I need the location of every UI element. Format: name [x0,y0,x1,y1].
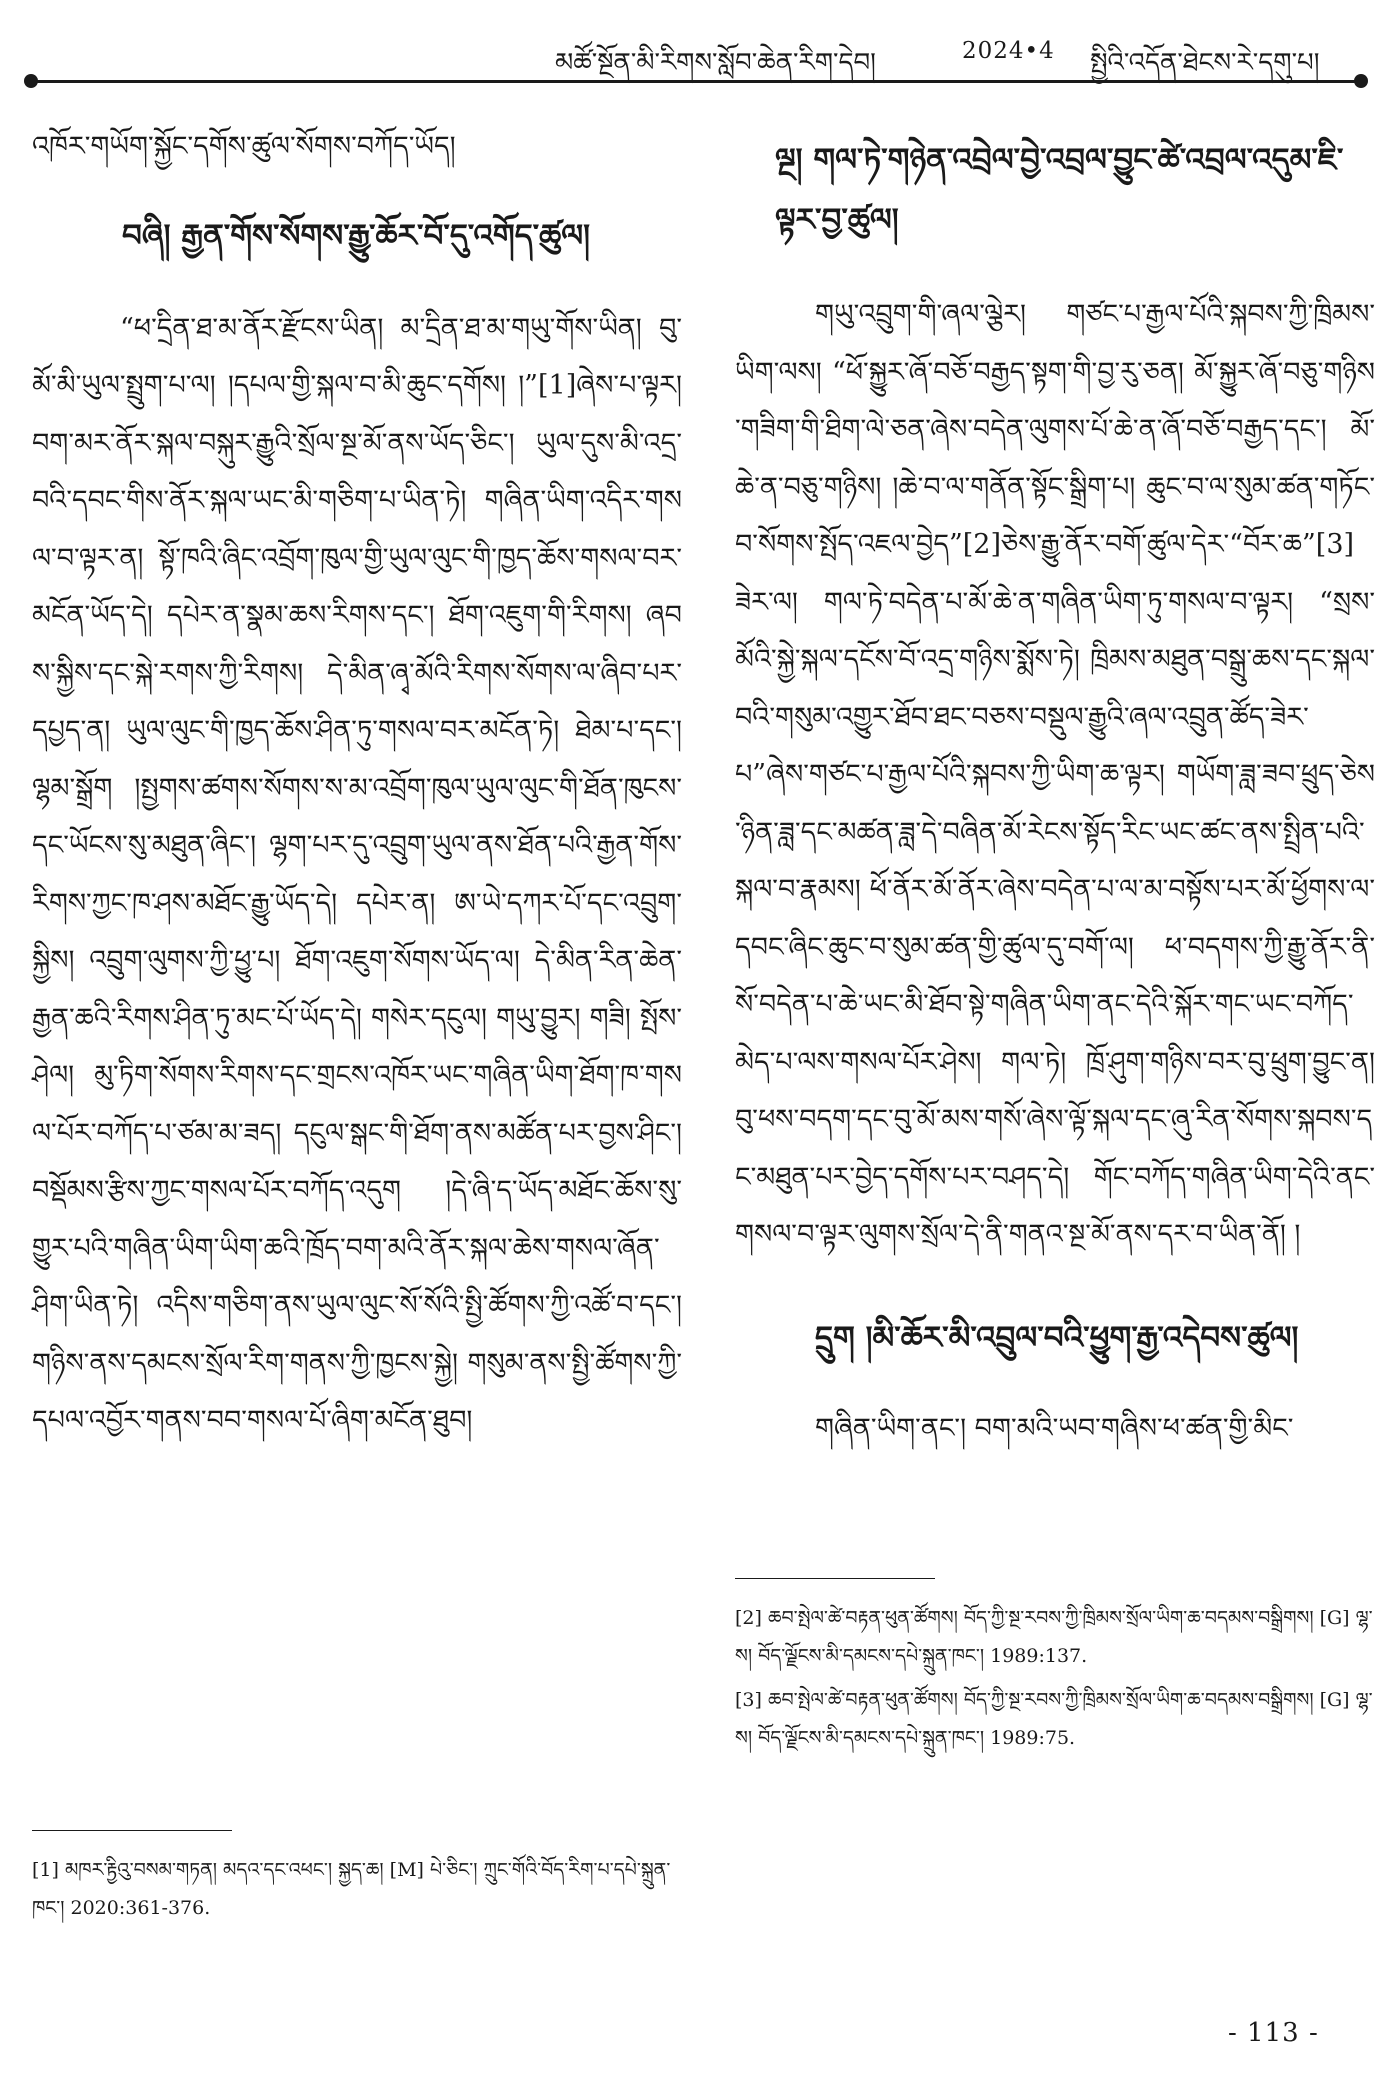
footnote-rule [32,1830,232,1831]
footnote-1: [1] མཁར་རྟྱིའུ་བསམ་གཏན། མདའ་དང་འཕང་། སྐྱད་ཆ། [M] པེ་ཅིང་། ཀྲུང་གོའི་བོད་རིག་པ་དཔེ་སྐྲུན་ཁང་། 2020:361-376. [32,1859,671,1919]
footnote-rule [735,1578,935,1579]
section-heading-6: དྲུག །མི་ཆོར་མི་འབྲུལ་བའི་ཕྱུག་རྒྱ་འདེབས་ཚུལ། [815,1319,1299,1356]
right-column [735,118,1375,1457]
right-paragraph-2: གཞིན་ཡིག་ནང་། བག་མའི་ཡབ་གཞིས་ཕ་ཚན་གྱི་མིང་ [815,1412,1294,1444]
footnote-2: [2] ཆབ་སྤེལ་ཚེ་བརྟན་ཕུན་ཚོགས། བོད་ཀྱི་སྔ་རབས་ཀྱི་ཁྲིམས་སྲོལ་ཡིག་ཆ་བདམས་བསྒྲིགས། [G] ལྷ་ས། བོད་ལྗོངས་མི་དམངས་དཔེ་སྐྲུན་ཁང་། 1989:137. [735,1607,1373,1667]
header-rule [30,80,1360,83]
footnote-3: [3] ཆབ་སྤེལ་ཚེ་བརྟན་ཕུན་ཚོགས། བོད་ཀྱི་སྔ་རབས་ཀྱི་ཁྲིམས་སྲོལ་ཡིག་ཆ་བདམས་བསྒྲིགས། [G] ལྷ་ས། བོད་ལྗོངས་མི་དམངས་དཔེ་སྐྲུན་ཁང་། 1989:75. [735,1689,1373,1749]
running-header [30,28,1368,84]
section-title: སྤྱིའི་འདོན་ཐེངས་རེ་དགུ་པ། [1090,48,1320,78]
right-footnotes [735,1578,1375,1763]
section-heading-4: བཞི། རྒྱན་གོས་སོགས་རྒྱུ་ཆོར་བོ་དུ་འགོད་ཚུལ། [122,217,591,254]
header-rule-left-dot [24,74,38,88]
section-heading-5: ལྔ། གལ་ཏེ་གཉེན་འབྲེལ་བྱེ་འབྲལ་བྱུང་ཚེ་འབྲལ་འདུམ་ཇི་ལྟར་བྱ་ཚུལ། [775,142,1344,238]
page-number: - 113 - [1228,2018,1319,2048]
left-footnotes [32,1830,682,1933]
left-lead-line: འཁོར་གཡོག་སྐྱོང་དགོས་ཚུལ་སོགས་བཀོད་ཡོད། [32,131,456,162]
left-paragraph: “ཕ་དྲིན་ཐ་མ་ནོར་རྫོངས་ཡིན། མ་དྲིན་ཐ་མ་གཡུ་གོས་ཡིན། བུ་མོ་མི་ཡུལ་སྤྲུག་པ་ལ། །དཔལ་གྱི་སྐལ་བ་མི་ཆུང་དགོས། །”[1]ཞེས་པ་ལྟར། བག་མར་ནོར་སྐལ་བསྐུར་རྒྱུའི་སྲོལ་སྔ་མོ་ནས་ཡོད་ཅིང་། ཡུལ་དུས་མི་འདྲ་བའི་དབང་གིས་ནོར་སྐལ་ཡང་མི་གཅིག་པ་ཡིན་ཏེ། གཞིན་ཡིག་འདིར་གསལ་བ་ལྟར་ན། སྟོ་ཁའི་ཞིང་འབྲོག་ཁུལ་གྱི་ཡུལ་ལུང་གི་ཁྱད་ཆོས་གསལ་བར་མངོན་ཡོད་དེ། དཔེར་ན་སྣམ་ཆས་རིགས་དང་། ཐོག་འཇུག་གི་རིགས། ཞབས་སྐྱིས་དང་སྐེ་རགས་ཀྱི་རིགས། དེ་མིན་ཞྭ་མོའི་རིགས་སོགས་ལ་ཞིབ་པར་དཔྱད་ན། ཡུལ་ལུང་གི་ཁྱད་ཆོས་ཤིན་ཏུ་གསལ་བར་མངོན་ཏེ། ཐེམ་པ་དང་། ལྷམ་སྒྲོག །སྤྱགས་ཚགས་སོགས་ས་མ་འབྲོག་ཁུལ་ཡུལ་ལུང་གི་ཐོན་ཁུངས་དང་ཡོངས་སུ་མཐུན་ཞིང་། ལྷག་པར་དུ་འབྲུག་ཡུལ་ནས་ཐོན་པའི་རྒྱན་གོས་རིགས་ཀྱང་ཁ་ཤས་མཐོང་རྒྱུ་ཡོད་དེ། དཔེར་ན། ཨ་ཡེ་དཀར་པོ་དང་འབྲུག་སྐྱིས། འབྲུག་ལུགས་ཀྱི་ཕྱུ་པ། ཐོག་འཇུག་སོགས་ཡོད་ལ། དེ་མིན་རིན་ཆེན་རྒྱན་ཆའི་རིགས་ཤིན་ཏུ་མང་པོ་ཡོད་དེ། གསེར་དངུལ། གཡུ་བྱུར། གཟི། སྤོས་ཤེལ། མུ་ཏིག་སོགས་རིགས་དང་གྲངས་འཁོར་ཡང་གཞིན་ཡིག་ཐོག་ཁ་གསལ་པོར་བཀོད་པ་ཙམ་མ་ཟད། དངུལ་སྒང་གི་ཐོག་ནས་མཚོན་པར་བྱས་ཤིང་། བསྡོམས་རྩིས་ཀྱང་གསལ་པོར་བཀོད་འདུག །དེ་ཞི་ད་ཡོད་མཐོང་ཆོས་སུ་གྱུར་པའི་གཞིན་ཡིག་ཡིག་ཆའི་ཁྲོད་བག་མའི་ནོར་སྐལ་ཆེས་གསལ་ཞོན་ཤིག་ཡིན་ཏེ། འདིས་གཅིག་ནས་ཡུལ་ལུང་སོ་སོའི་སྤྱི་ཚོགས་ཀྱི་འཚོ་བ་དང་། གཉིས་ནས་དམངས་སྲོལ་རིག་གནས་ཀྱི་ཁྱངས་སྐྱེ། གསུམ་ནས་སྤྱི་ཚོགས་ཀྱི་དཔལ་འབྱོར་གནས་བབ་གསལ་པོ་ཞིག་མངོན་ཐུབ། [32,312,682,1436]
left-column [32,118,682,1450]
header-rule-right-dot [1354,74,1368,88]
journal-title: མཚོ་སྔོན་མི་རིགས་སློབ་ཆེན་རིག་དེབ། [555,48,876,78]
right-paragraph-1: གཡུ་འབྲུག་གི་ཞལ་ལྕེར། གཙང་པ་རྒྱལ་པོའི་སྐབས་ཀྱི་ཁྲིམས་ཡིག་ལས། “ཕོ་སྐྱུར་ཞོ་བཅོ་བརྒྱད་སྟག་གི་བྱ་རུ་ཅན། མོ་སྐྱུར་ཞོ་བཅུ་གཉིས་གཟིག་གི་ཐིག་ལེ་ཅན་ཞེས་བདེན་ལུགས་པོ་ཆེ་ན་ཞོ་བཅོ་བརྒྱད་དང་། མོ་ཆེ་ན་བཅུ་གཉིས། །ཆེ་བ་ལ་གནོན་སྟོང་སྒྲིག་པ། ཆུང་བ་ལ་སུམ་ཚན་གཏོང་བ་སོགས་སྤོད་འཇལ་བྱེད”[2]ཅེས་རྒྱུ་ནོར་བགོ་ཚུལ་དེར་“བོར་ཆ”[3]ཟེར་ལ། གལ་ཏེ་བདེན་པ་མོ་ཆེ་ན་གཞིན་ཡིག་ཏུ་གསལ་བ་ལྟར། “སྲས་མོའི་སྐྱེ་སྐལ་དངོས་བོ་འདྲ་གཉིས་སྨོས་ཏེ། ཁྲིམས་མཐུན་བསྒྲུ་ཆས་དང་སྐལ་བའི་གསུམ་འགྱུར་ཐོབ་ཐང་བཅས་བསྡུལ་རྒྱུའི་ཞལ་འབྲུན་ཚོད་ཟེར་པ”ཞེས་གཙང་པ་རྒྱལ་པོའི་སྐབས་ཀྱི་ཡིག་ཆ་ལྟར། གཡོག་ཟླ་ཟབ་ཕྲུད་ཅེས་ཉིན་ཟླ་དང་མཚན་ཟླ་དེ་བཞིན་མོ་རེངས་སྟོད་རིང་ཡང་ཚང་ནས་སྤྲིན་པའི་སྐལ་བ་རྣམས། ཕོ་ནོར་མོ་ནོར་ཞེས་བདེན་པ་ལ་མ་བསྟོས་པར་མོ་ཕྱོགས་ལ་དབང་ཞིང་ཆུང་བ་སུམ་ཚན་གྱི་ཚུལ་དུ་བགོ་ལ། ཕ་བདགས་ཀྱི་རྒྱུ་ནོར་ནི་སོ་བདེན་པ་ཆེ་ཡང་མི་ཐོབ་སྟེ་གཞིན་ཡིག་ནང་དེའི་སྐོར་གང་ཡང་བཀོད་མེད་པ་ལས་གསལ་པོར་ཤེས། གལ་ཏེ། ཁྲོ་ཤུག་གཉིས་བར་བུ་ཕྲུག་བྱུང་ན། བུ་ཕས་བདག་དང་བུ་མོ་མས་གསོ་ཞེས་ལྟོ་སྐལ་དང་ཞུ་རིན་སོགས་སྐབས་དང་མཐུན་པར་བྱེད་དགོས་པར་བཤད་དེ། གོང་བཀོད་གཞིན་ཡིག་དེའི་ནང་གསལ་བ་ལྟར་ལུགས་སྲོལ་དེ་ནི་གནའ་སྔ་མོ་ནས་དར་བ་ཡིན་ནོ། ། [735,299,1375,1250]
issue-number: 2024•4 [962,38,1055,64]
